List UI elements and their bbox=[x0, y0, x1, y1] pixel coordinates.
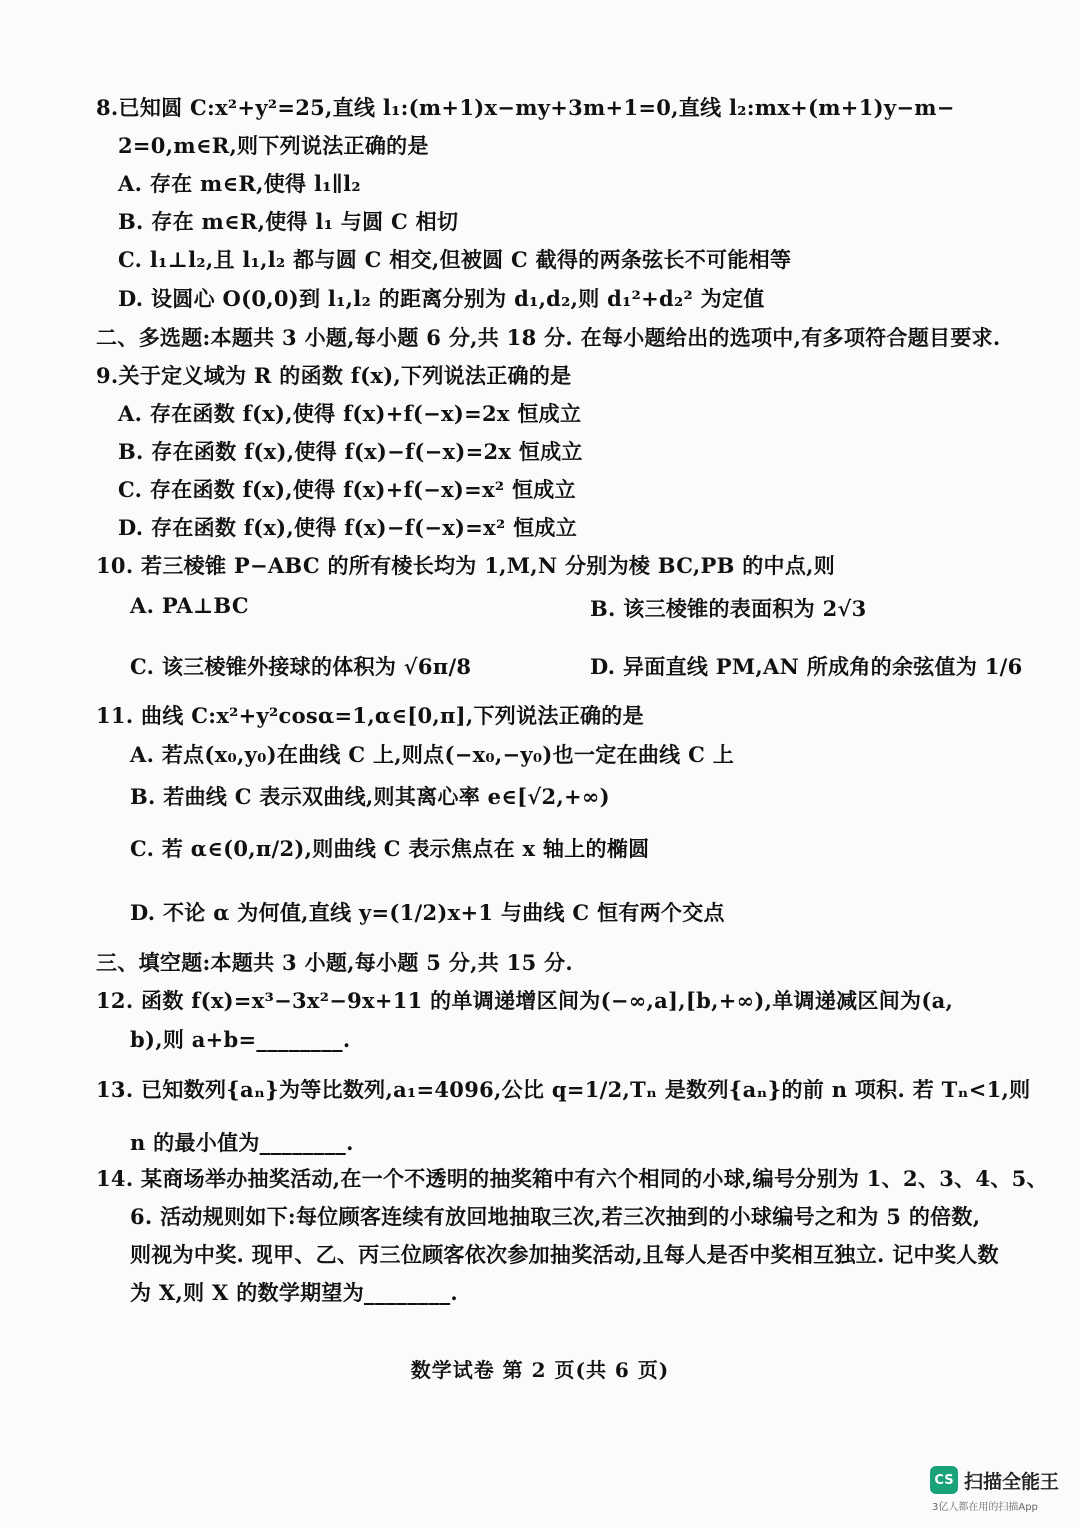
q8-option-c: C. l₁⊥l₂,且 l₁,l₂ 都与圆 C 相交,但被圆 C 截得的两条弦长不可能相等 bbox=[118, 247, 792, 272]
q11-stem: 11. 曲线 C:x²+y²cosα=1,α∈[0,π],下列说法正确的是 bbox=[96, 703, 644, 728]
q12-line1: 12. 函数 f(x)=x³−3x²−9x+11 的单调递增区间为(−∞,a],[b,+∞),单调递减区间为(a, bbox=[96, 988, 954, 1013]
q8-option-a: A. 存在 m∈R,使得 l₁∥l₂ bbox=[118, 171, 361, 196]
watermark-tagline: 3亿人都在用的扫描App bbox=[932, 1502, 1038, 1513]
q14-line4: 为 X,则 X 的数学期望为________. bbox=[130, 1280, 459, 1305]
q13-line1: 13. 已知数列{aₙ}为等比数列,a₁=4096,公比 q=1/2,Tₙ 是数列{aₙ}的前 n 项积. 若 Tₙ<1,则 bbox=[96, 1077, 1031, 1102]
q14-line1: 14. 某商场举办抽奖活动,在一个不透明的抽奖箱中有六个相同的小球,编号分别为 1、2、3、4、5、 bbox=[96, 1166, 1048, 1191]
q10-option-c: C. 该三棱锥外接球的体积为 √6π/8 bbox=[130, 654, 472, 679]
q8-stem-line1: 8.已知圆 C:x²+y²=25,直线 l₁:(m+1)x−my+3m+1=0,直线 l₂:mx+(m+1)y−m− bbox=[96, 95, 955, 120]
q11-option-c: C. 若 α∈(0,π/2),则曲线 C 表示焦点在 x 轴上的椭圆 bbox=[130, 836, 650, 861]
q11-option-d: D. 不论 α 为何值,直线 y=(1/2)x+1 与曲线 C 恒有两个交点 bbox=[130, 900, 725, 925]
q11-option-a: A. 若点(x₀,y₀)在曲线 C 上,则点(−x₀,−y₀)也一定在曲线 C 上 bbox=[130, 742, 734, 767]
q8-option-b: B. 存在 m∈R,使得 l₁ 与圆 C 相切 bbox=[118, 209, 459, 234]
q9-stem: 9.关于定义域为 R 的函数 f(x),下列说法正确的是 bbox=[96, 363, 572, 388]
watermark-name: 扫描全能王 bbox=[964, 1471, 1060, 1493]
q11-option-b: B. 若曲线 C 表示双曲线,则其离心率 e∈[√2,+∞) bbox=[130, 784, 610, 809]
q14-line2: 6. 活动规则如下:每位顾客连续有放回地抽取三次,若三次抽到的小球编号之和为 5 的倍数, bbox=[130, 1204, 981, 1229]
q9-option-a: A. 存在函数 f(x),使得 f(x)+f(−x)=2x 恒成立 bbox=[118, 401, 582, 426]
q12-line2: b),则 a+b=________. bbox=[130, 1027, 351, 1052]
section-2-heading: 二、多选题:本题共 3 小题,每小题 6 分,共 18 分. 在每小题给出的选项中,有多项符合题目要求. bbox=[96, 325, 1001, 350]
q13-line2: n 的最小值为________. bbox=[130, 1130, 354, 1155]
q9-option-c: C. 存在函数 f(x),使得 f(x)+f(−x)=x² 恒成立 bbox=[118, 477, 576, 502]
q14-line3: 则视为中奖. 现甲、乙、丙三位顾客依次参加抽奖活动,且每人是否中奖相互独立. 记中奖人数 bbox=[130, 1242, 999, 1267]
q8-stem-line2: 2=0,m∈R,则下列说法正确的是 bbox=[118, 133, 429, 158]
page-footer: 数学试卷 第 2 页(共 6 页) bbox=[410, 1358, 670, 1382]
camscanner-logo-icon: CS bbox=[930, 1466, 958, 1494]
q9-option-b: B. 存在函数 f(x),使得 f(x)−f(−x)=2x 恒成立 bbox=[118, 439, 583, 464]
q10-option-b: B. 该三棱锥的表面积为 2√3 bbox=[590, 596, 867, 621]
q9-option-d: D. 存在函数 f(x),使得 f(x)−f(−x)=x² 恒成立 bbox=[118, 515, 578, 540]
section-3-heading: 三、填空题:本题共 3 小题,每小题 5 分,共 15 分. bbox=[96, 950, 573, 975]
q8-option-d: D. 设圆心 O(0,0)到 l₁,l₂ 的距离分别为 d₁,d₂,则 d₁²+d₂² 为定值 bbox=[118, 286, 765, 311]
q10-option-d: D. 异面直线 PM,AN 所成角的余弦值为 1/6 bbox=[590, 654, 1023, 679]
q10-stem: 10. 若三棱锥 P−ABC 的所有棱长均为 1,M,N 分别为棱 BC,PB 的中点,则 bbox=[96, 553, 836, 578]
q10-option-a: A. PA⊥BC bbox=[130, 593, 249, 618]
